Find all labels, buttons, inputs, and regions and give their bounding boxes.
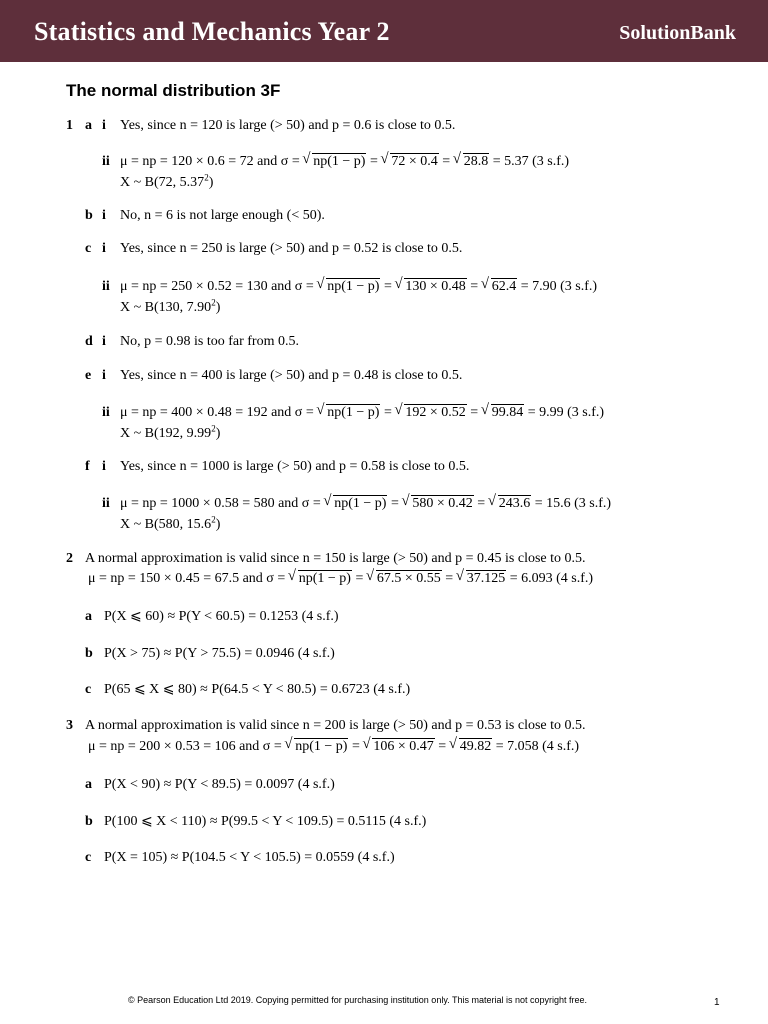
part-label: b: [85, 814, 93, 829]
answer-text: P(100 ⩽ X < 110) ≈ P(99.5 < Y < 109.5) = 0.5115 (4 s.f.): [104, 814, 427, 829]
answer-text: No, p = 0.98 is too far from 0.5.: [120, 334, 299, 349]
answer-text: Yes, since n = 250 is large (> 50) and p = 0.52 is close to 0.5.: [120, 241, 463, 256]
answer-text: P(X = 105) ≈ P(104.5 < Y < 105.5) = 0.0559 (4 s.f.): [104, 850, 395, 865]
answer-text: Yes, since n = 400 is large (> 50) and p = 0.48 is close to 0.5.: [120, 368, 463, 383]
question-number: 2: [66, 551, 73, 566]
question-number: 1: [66, 118, 73, 133]
sqrt-expression: √ 106 × 0.47: [372, 738, 434, 754]
distribution-text: X ~ B(130, 7.90$^2$): [120, 297, 221, 315]
working-line: μ = np = 1000 × 0.58 = 580 and σ = √ np(1 − p) = √ 580 × 0.42 = √ 243.6 = 15.6 (3 s.f.): [120, 495, 611, 513]
sqrt-expression: √ 243.6: [498, 495, 532, 511]
subpart-label: i: [102, 459, 106, 474]
answer-text: A normal approximation is valid since n = 150 is large (> 50) and p = 0.45 is close to 0.5.: [85, 551, 586, 566]
subpart-label: ii: [102, 279, 110, 294]
answer-text: P(X > 75) ≈ P(Y > 75.5) = 0.0946 (4 s.f.): [104, 646, 335, 661]
working-line: μ = np = 250 × 0.52 = 130 and σ = √ np(1 − p) = √ 130 × 0.48 = √ 62.4 = 7.90 (3 s.f.): [120, 278, 597, 296]
sqrt-expression: √ np(1 − p): [333, 495, 387, 511]
subpart-label: i: [102, 241, 106, 256]
answer-text: Yes, since n = 120 is large (> 50) and p = 0.6 is close to 0.5.: [120, 118, 456, 133]
part-label: a: [85, 118, 92, 133]
answer-text: P(X ⩽ 60) ≈ P(Y < 60.5) = 0.1253 (4 s.f.): [104, 609, 339, 624]
part-label: d: [85, 334, 93, 349]
sqrt-expression: √ np(1 − p): [326, 278, 380, 294]
part-label: b: [85, 208, 93, 223]
subpart-label: ii: [102, 496, 110, 511]
answer-text: A normal approximation is valid since n = 200 is large (> 50) and p = 0.53 is close to 0.5.: [85, 718, 586, 733]
working-line: μ = np = 200 × 0.53 = 106 and σ = √ np(1 − p) = √ 106 × 0.47 = √ 49.82 = 7.058 (4 s.f.): [88, 738, 579, 756]
working-line: μ = np = 400 × 0.48 = 192 and σ = √ np(1 − p) = √ 192 × 0.52 = √ 99.84 = 9.99 (3 s.f.): [120, 404, 604, 422]
part-label: f: [85, 459, 90, 474]
distribution-text: X ~ B(580, 15.6$^2$): [120, 514, 221, 532]
subpart-label: i: [102, 118, 106, 133]
sqrt-expression: √ 192 × 0.52: [404, 404, 466, 420]
sqrt-expression: √ np(1 − p): [312, 153, 366, 169]
subpart-label: i: [102, 334, 106, 349]
subpart-label: ii: [102, 154, 110, 169]
header-banner: [0, 0, 768, 62]
brand-name: SolutionBank: [619, 22, 736, 44]
sqrt-expression: √ 130 × 0.48: [404, 278, 466, 294]
distribution-text: X ~ B(72, 5.37$^2$): [120, 172, 214, 190]
answer-text: No, n = 6 is not large enough (< 50).: [120, 208, 325, 223]
sqrt-expression: √ 37.125: [466, 570, 507, 586]
sqrt-expression: √ 49.82: [459, 738, 493, 754]
answer-text: P(X < 90) ≈ P(Y < 89.5) = 0.0097 (4 s.f.): [104, 777, 335, 792]
question-number: 3: [66, 718, 73, 733]
part-label: e: [85, 368, 92, 383]
copyright-notice: © Pearson Education Ltd 2019. Copying permitted for purchasing institution only. This material is not copyright free.: [128, 995, 588, 1005]
part-label: a: [85, 777, 92, 792]
page-number: 1: [714, 997, 720, 1008]
sqrt-expression: √ np(1 − p): [294, 738, 348, 754]
part-label: b: [85, 646, 93, 661]
answer-text: P(65 ⩽ X ⩽ 80) ≈ P(64.5 < Y < 80.5) = 0.6723 (4 s.f.): [104, 682, 411, 697]
book-title: Statistics and Mechanics Year 2: [34, 17, 390, 46]
subpart-label: i: [102, 368, 106, 383]
working-line: μ = np = 150 × 0.45 = 67.5 and σ = √ np(1 − p) = √ 67.5 × 0.55 = √ 37.125 = 6.093 (4 s.f.): [88, 570, 593, 588]
working-line: μ = np = 120 × 0.6 = 72 and σ = √ np(1 − p) = √ 72 × 0.4 = √ 28.8 = 5.37 (3 s.f.): [120, 153, 569, 171]
page-heading: The normal distribution 3F: [66, 81, 281, 100]
sqrt-expression: √ 62.4: [491, 278, 518, 294]
sqrt-expression: √ np(1 − p): [298, 570, 352, 586]
part-label: a: [85, 609, 92, 624]
sqrt-expression: √ 580 × 0.42: [411, 495, 473, 511]
subpart-label: i: [102, 208, 106, 223]
part-label: c: [85, 850, 92, 865]
part-label: c: [85, 241, 92, 256]
sqrt-expression: √ 99.84: [491, 404, 525, 420]
part-label: c: [85, 682, 92, 697]
sqrt-expression: √ 72 × 0.4: [390, 153, 438, 169]
sqrt-expression: √ 28.8: [463, 153, 490, 169]
distribution-text: X ~ B(192, 9.99$^2$): [120, 423, 221, 441]
sqrt-expression: √ np(1 − p): [326, 404, 380, 420]
answer-text: Yes, since n = 1000 is large (> 50) and p = 0.58 is close to 0.5.: [120, 459, 470, 474]
subpart-label: ii: [102, 405, 110, 420]
sqrt-expression: √ 67.5 × 0.55: [376, 570, 442, 586]
